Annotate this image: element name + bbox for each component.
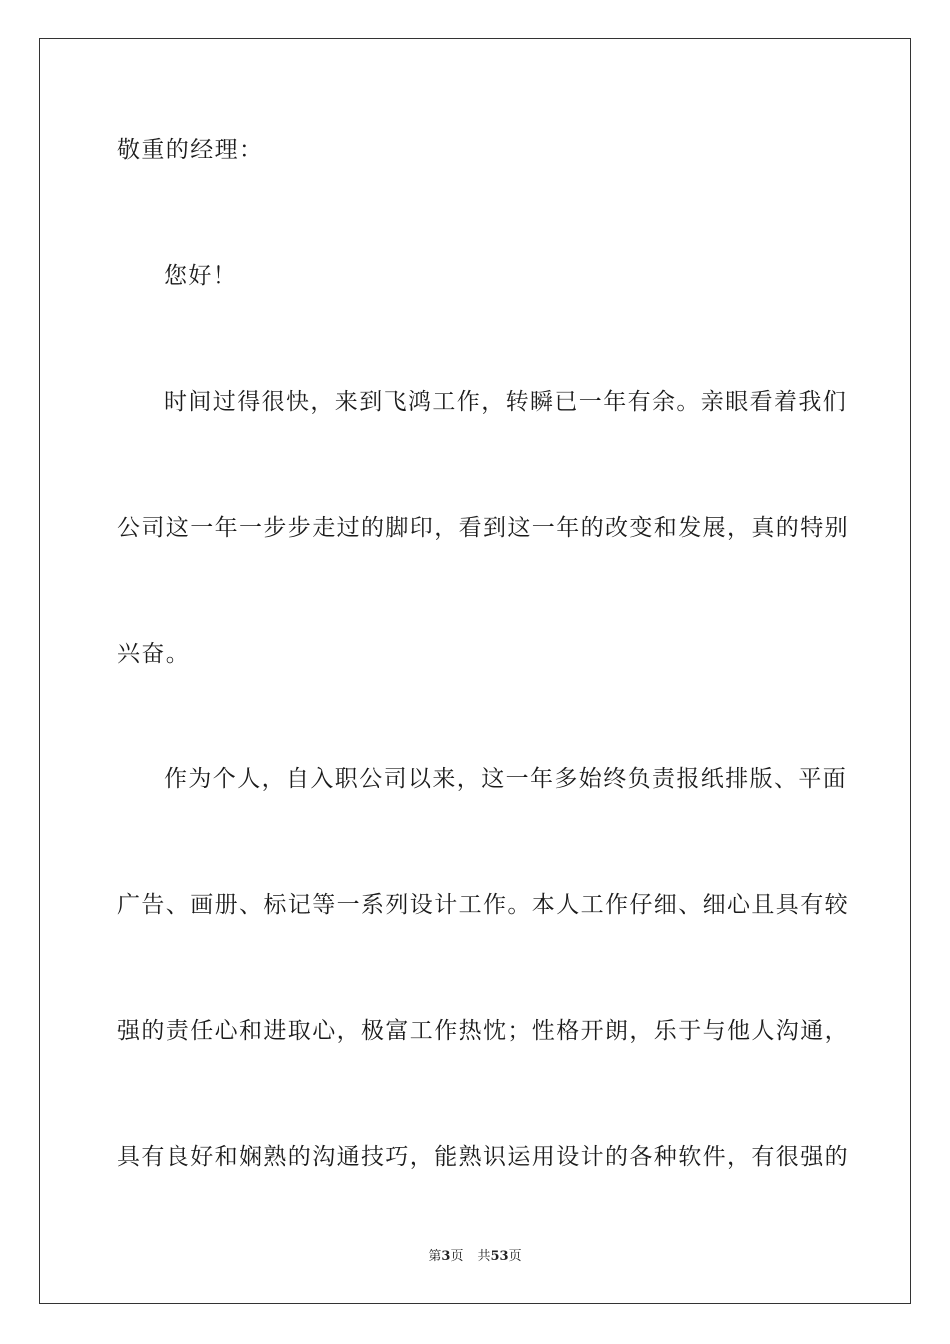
footer-page-suffix: 页 bbox=[450, 1249, 464, 1264]
page-frame bbox=[39, 38, 911, 1304]
salutation: 敬重的经理： bbox=[117, 137, 264, 163]
paragraph-2-line-1: 作为个人，自入职公司以来，这一年多始终负责报纸排版、平面 bbox=[164, 766, 848, 792]
paragraph-1-line-1: 时间过得很快，来到飞鸿工作，转瞬已一年有余。亲眼看着我们 bbox=[164, 389, 848, 415]
footer-page-prefix: 第 bbox=[428, 1249, 442, 1264]
footer-total-pages: 53 bbox=[490, 1249, 509, 1264]
footer-total-suffix: 页 bbox=[508, 1249, 522, 1264]
paragraph-1-line-3: 兴奋。 bbox=[117, 641, 191, 667]
paragraph-1-line-2: 公司这一年一步步走过的脚印，看到这一年的改变和发展，真的特别 bbox=[117, 515, 849, 541]
paragraph-2-line-3: 强的责任心和进取心，极富工作热忱；性格开朗，乐于与他人沟通， bbox=[117, 1018, 849, 1044]
greeting: 您好！ bbox=[164, 263, 238, 289]
page-footer bbox=[0, 1249, 950, 1265]
paragraph-2-line-4: 具有良好和娴熟的沟通技巧，能熟识运用设计的各种软件，有很强的 bbox=[117, 1144, 849, 1170]
paragraph-2-line-2: 广告、画册、标记等一系列设计工作。本人工作仔细、细心且具有较 bbox=[117, 892, 849, 918]
footer-page-number: 3 bbox=[441, 1249, 451, 1264]
footer-total-prefix: 共 bbox=[477, 1249, 491, 1264]
